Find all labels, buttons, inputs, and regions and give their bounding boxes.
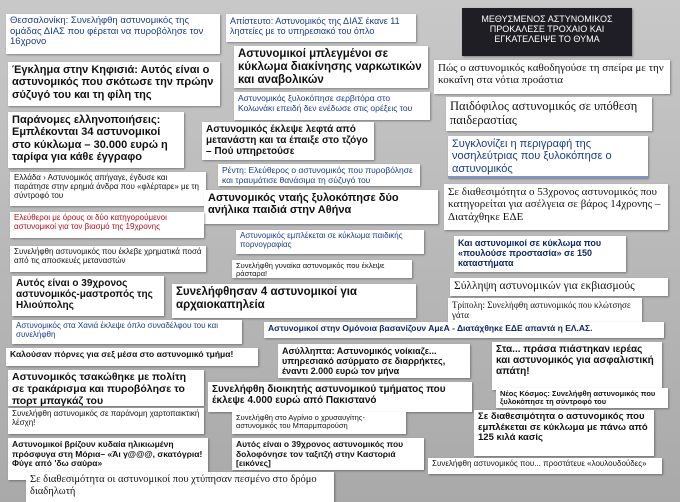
headline-clipping: Συνελήφθη αστυνομικός σε παράνομη χαρτοπαικτική λέσχη! [8,408,204,434]
headline-clipping: Αστυνομικός νταής ξυλοκόπησε δύο ανήλικα παιδιά στην Αθήνα [204,190,438,224]
headline-clipping: Αυτός είναι ο 39χρονος αστυνομικός που δολοφόνησε τον ταξιτζή στην Καστοριά [εικόνες] [232,438,424,470]
headline-clipping: Θεσσαλονίκη: Συνελήφθη αστυνομικός της ομάδας ΔΙΑΣ που φέρεται να πυροβόλησε τον 16χρονο [6,14,220,54]
headline-clipping: Και αστυνομικοί σε κύκλωμα που «πουλούσε προστασία» σε 150 καταστήματα [454,236,626,272]
headline-clipping: Τρίπολη: Συνελήφθη αστυνομικός που κλώτσησε γάτα [448,298,642,322]
headline-clipping: Καλούσαν πόρνες για σεξ μέσα στο αστυνομικό τμήμα! [6,348,258,366]
headline-clipping: Σύλληψη αστυνομικών για εκβιασμούς [450,278,668,296]
headline-clipping: Ελλάδα › Αστυνομικός απήγαγε, έγδυσε και παράτησε στην ερημιά άνδρα που «φλέρταρε» με τη σύντροφό του [10,172,206,206]
headline-clipping: Αστυνομικός στα Χανιά έκλεψε όπλο συναδέλφου του και συνελήφθη [12,320,242,344]
headline-clipping: Αστυνομικός εμπλέκεται σε κύκλωμα παιδικής πορνογραφίας [236,230,424,254]
headline-clipping: Πώς ο αστυνομικός καθοδηγούσε τη σπείρα με την κοκαΐνη στα νότια προάστια [434,60,670,94]
headline-clipping: ΜΕΘΥΣΜΕΝΟΣ ΑΣΤΥΝΟΜΙΚΟΣ ΠΡΟΚΑΛΕΣΕ ΤΡΟΧΑΙΟ ΚΑΙ ΕΓΚΑΤΕΛΕΙΨΕ ΤΟ ΘΥΜΑ [462,8,632,56]
headline-clipping: Ελεύθεροι με όρους οι δύο κατηγορούμενοι αστυνομικοί για τον βιασμό της 19χρονης [10,212,204,238]
headline-clipping: Ρέντη: Ελεύθερος ο αστυνομικός που πυροβόλησε και τραυμάτισε θανάσιμα τη σύζυγό του [218,164,420,186]
headline-clipping: Σε διαθεσιμότητα οι αστυνομικοί που χτύπησαν πεσμένο στο δρόμο διαδηλωτή [26,472,334,502]
headline-clipping: Έγκλημα στην Κηφισιά: Αυτός είναι ο αστυνομικός που σκότωσε την πρώην σύζυγό του και τη φίλη της [8,62,220,106]
headline-clipping: Σε διαθεσιμότητα ο 53χρονος αστυνομικός που κατηγορείται για ασέλγεια σε βάρος 14χρονης – Διατάχθηκε ΕΔΕ [444,184,668,230]
headline-clipping: Ασύλληπτα: Αστυνομικός νοίκιαζε... υπηρεσιακό ασύρματο σε διαρρήκτες, έναντι 2.000 ευρώ τον μήνα [278,344,470,378]
headline-clipping: Αστυνομικός τσακώθηκε με πολίτη σε τρακάρισμα και πυροβόλησε το πορτ μπαγκάζ του [8,370,204,406]
headline-clipping: Συνελήφθη αστυνομικός που έκλεβε χρηματικά ποσά από τις αποσκευές μεταναστών [10,246,206,272]
headline-clipping: Παιδόφιλος αστυνομικός σε υπόθεση παιδεραστίας [446,97,652,131]
headline-clipping: Νέος Κόσμος: Συνελήφθη αστυνομικός που ξυλοκόπησε τη σύντροφό του [496,388,668,408]
headline-clipping: Συνελήφθη διοικητής αστυνομικού τμήματος που έκλεψε 4.000 ευρώ από Πακιστανό [208,382,472,412]
headline-clipping: Αστυνομικοί στην Ομόνοια βασανίζουν ΑμεΑ - Διατάχθηκε ΕΔΕ απαντά η ΕΛ.ΑΣ. [264,322,664,338]
headline-clipping: Αστυνομικοί μπλεγμένοι σε κύκλωμα διακίνησης ναρκωτικών και αναβολικών [234,46,428,88]
headline-clipping: Αστυνομικοί βρίζουν κυδαία ηλικιωμένη πρόσφυγα στη Μόρια– «Άι γ@@@, σκατόγρια! Φύγε από 'δω σαύρα» [8,438,208,480]
headline-clipping: Παράνομες ελληνοποιήσεις: Εμπλέκονται 34 αστυνομικοί στο κύκλωμα – 30.000 ευρώ η ταρίφα για κάθε έγγραφο [8,112,184,168]
headline-clipping: Συγκλονίζει η περιγραφή της νοσηλεύτριας που ξυλοκόπησε ο αστυνομικός [448,136,648,178]
headline-clipping: Αστυνομικός ξυλοκόπησε σερβιτόρα στο Κολωνάκι επειδή δεν ενέδωσε στις ορέξεις του [234,92,430,120]
headline-clipping: Αυτός είναι ο 39χρονος αστυνομικός-μαστροπός της Ηλιούπολης [12,276,164,316]
headline-clipping: Συνελήφθη στο Αγρίνιο ο χρυσαυγίτης- αστυνομικός του Μπαρμπαρούση [232,412,406,434]
headline-clipping: Σε διαθεσιμότητα ο αστυνομικός που εμπλέκεται σε κύκλωμα με πάνω από 125 κιλά κασίς [474,410,654,456]
headline-clipping: Συνελήφθησαν 4 αστυνομικοί για αρχαιοκαπηλεία [172,284,416,318]
headline-clipping: Απίστευτο: Αστυνομικός της ΔΙΑΣ έκανε 11 ληστείες με το υπηρεσιακό του όπλο [226,14,416,42]
headline-clipping: Αστυνομικός έκλεψε λεφτά από μετανάστη και τα έπαιξε στο τζόγο – Πού υπηρετούσε [202,122,374,160]
headline-clipping: Στα... πράσα πιάστηκαν ιερέας και αστυνομικός για ασφαλιστική απάτη! [492,342,662,390]
headline-clipping: Συνελήφθη γυναίκα αστυνομικός που έκλεψε ράσταρα! [232,260,412,278]
headline-clipping: Συνελήφθη αστυνομικός που... προστάτευε «λουλουδούδες» [428,458,662,474]
